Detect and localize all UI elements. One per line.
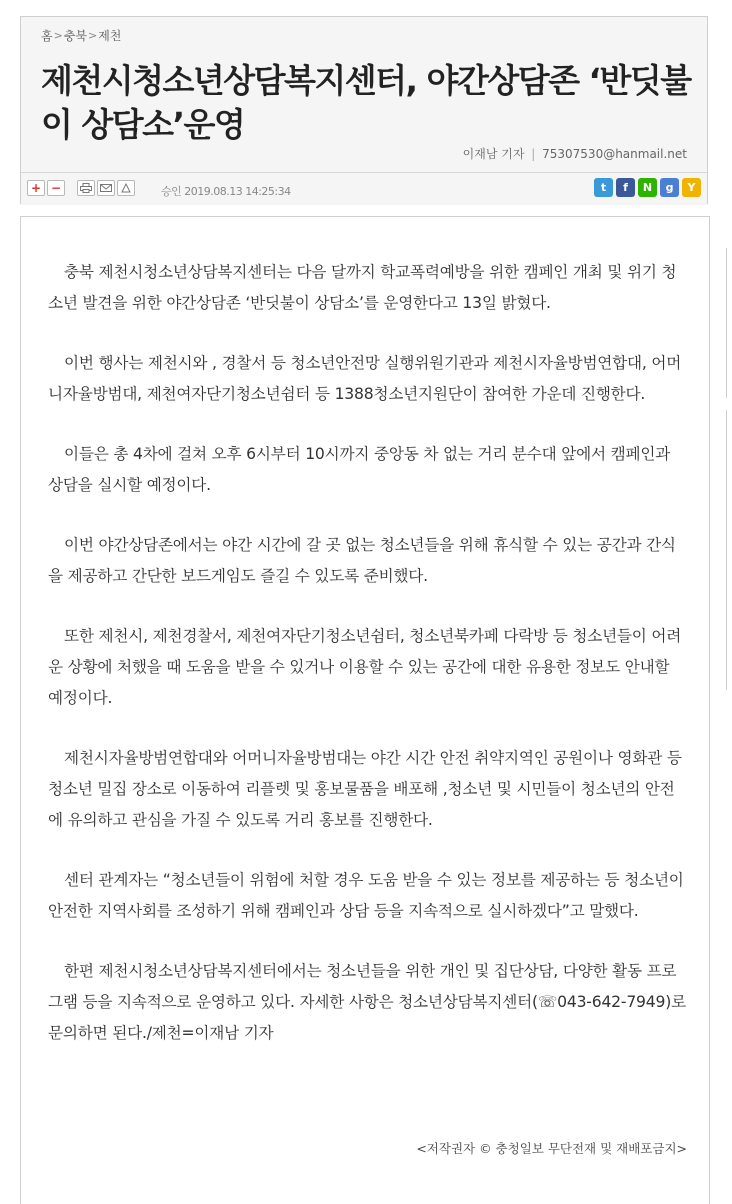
- font-increase-button[interactable]: +: [27, 180, 45, 196]
- approved-timestamp: 승인 2019.08.13 14:25:34: [161, 185, 291, 198]
- google-icon[interactable]: g: [660, 178, 679, 197]
- sidebar-edge: [726, 410, 732, 690]
- twitter-icon[interactable]: t: [594, 178, 613, 197]
- article-paragraph: 또한 제천시, 제천경찰서, 제천여자단기청소년쉼터, 청소년북카페 다락방 등 청소년들이 어려운 상황에 처했을 때 도움을 받을 수 있거나 이용할 수 있는 공간에 대한 유용한 정보도 안내할 예정이다.: [48, 627, 682, 707]
- naver-icon[interactable]: N: [638, 178, 657, 197]
- font-decrease-button[interactable]: −: [47, 180, 65, 196]
- print-icon[interactable]: [77, 180, 95, 196]
- article-content: [20, 216, 710, 1204]
- breadcrumb-city[interactable]: 제천: [98, 29, 122, 43]
- article-paragraph: 이번 행사는 제천시와 , 경찰서 등 청소년안전망 실행위원기관과 제천시자율방범연합대, 어머니자율방범대, 제천여자단기청소년쉼터 등 1388청소년지원단이 참여한 가운데 진행한다.: [48, 354, 682, 403]
- breadcrumb-region[interactable]: 충북: [63, 29, 87, 43]
- copyright-notice: <저작권자 © 충청일보 무단전재 및 재배포금지>: [416, 1141, 687, 1156]
- article-tools: [77, 180, 135, 198]
- facebook-icon[interactable]: f: [616, 178, 635, 197]
- article-toolbar: [21, 172, 707, 205]
- social-share: [594, 178, 701, 197]
- reporter-email[interactable]: 75307530@hanmail.net: [542, 147, 687, 161]
- email-icon[interactable]: [97, 180, 115, 196]
- yozm-icon[interactable]: Y: [682, 178, 701, 197]
- article-header: [20, 16, 708, 204]
- reporter-name: 이재남 기자: [462, 147, 525, 161]
- font-size-controls: [27, 180, 65, 198]
- article-paragraph: 충북 제천시청소년상담복지센터는 다음 달까지 학교폭력예방을 위한 캠페인 개최 및 위기 청소년 발견을 위한 야간상담존 ‘반딧불이 상담소’를 운영한다고 13일 밝혔다.: [48, 263, 677, 312]
- breadcrumb: [41, 27, 121, 44]
- byline: [463, 145, 687, 162]
- page-title: 제천시청소년상담복지센터, 야간상담존 ‘반딧불이 상담소’운영: [41, 61, 691, 144]
- article-paragraph: 이들은 총 4차에 걸쳐 오후 6시부터 10시까지 중앙동 차 없는 거리 분수대 앞에서 캠페인과 상담을 실시할 예정이다.: [48, 445, 671, 494]
- article-paragraph: 센터 관계자는 “청소년들이 위험에 처할 경우 도움 받을 수 있는 정보를 제공하는 등 청소년이 안전한 지역사회를 조성하기 위해 캠페인과 상담 등을 지속적으로 실시하겠다”고 말했다.: [48, 871, 684, 920]
- breadcrumb-home[interactable]: 홈: [41, 29, 53, 43]
- article-paragraph: 제천시자율방범연합대와 어머니자율방범대는 야간 시간 안전 취약지역인 공원이나 영화관 등 청소년 밀집 장소로 이동하여 리플렛 및 홍보물품을 배포해 ,청소년 및 시민들이 청소년의 안전에 유의하고 관심을 가질 수 있도록 거리 홍보를 진행한다.: [48, 749, 682, 829]
- scrap-icon[interactable]: [117, 180, 135, 196]
- sidebar-edge: [726, 248, 732, 398]
- article-body: [48, 257, 688, 1078]
- article-paragraph: 한편 제천시청소년상담복지센터에서는 청소년들을 위한 개인 및 집단상담, 다양한 활동 프로그램 등을 지속적으로 운영하고 있다. 자세한 사항은 청소년상담복지센터(☏043-642-7949)로 문의하면 된다./제천=이재남 기자: [48, 962, 686, 1042]
- breadcrumb-separator: >: [53, 29, 63, 42]
- article-paragraph: 이번 야간상담존에서는 야간 시간에 갈 곳 없는 청소년들을 위해 휴식할 수 있는 공간과 간식을 제공하고 간단한 보드게임도 즐길 수 있도록 준비했다.: [48, 536, 676, 585]
- breadcrumb-separator: >: [88, 29, 98, 42]
- byline-divider: |: [531, 147, 536, 161]
